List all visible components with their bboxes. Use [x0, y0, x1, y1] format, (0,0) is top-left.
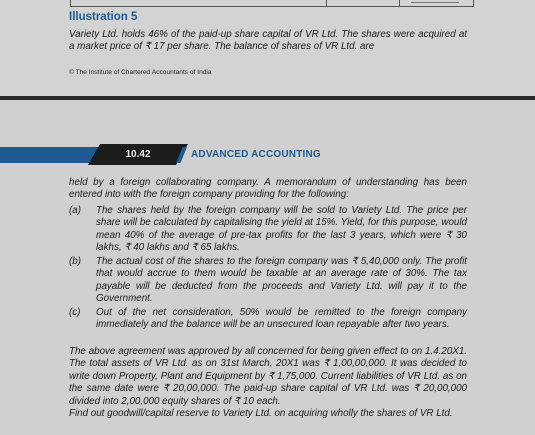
continuation-text: held by a foreign collaborating company. A memorandum of understanding has been entered into with the foreign company providing for the following: — [69, 177, 467, 201]
list-item-label: (c) — [69, 307, 81, 318]
list-item-text: The shares held by the foreign company will be sold to Variety Ltd. The price per share will be calculated by capitalising the yield at 15%. Yield, for this purpose, would mean 40% of the average of pre-tax profits for the last 3 years, which were ₹ 30 lakhs, ₹ 40 lakhs and ₹ 65 lakhs. — [96, 205, 467, 254]
list-item-label: (a) — [69, 205, 81, 216]
list-item-text: The actual cost of the shares to the foreign company was ₹ 5,40,000 only. The profit that would accrue to them would be taxable at an average rate of 30%. The tax payable will be deducted from the proceeds and Variety Ltd. will pay it to the Government. — [96, 256, 467, 305]
list-item-text: Out of the net consideration, 50% would be remitted to the foreign company immediately and the balance will be an unsecured loan repayable after two years. — [96, 307, 467, 331]
illustration-title: Illustration 5 — [69, 11, 138, 23]
table-column-divider — [326, 0, 327, 6]
table-column-divider — [399, 0, 400, 6]
question-paragraph: Find out goodwill/capital reserve to Variety Ltd. on acquiring wholly the shares of VR Ltd. — [69, 408, 453, 419]
header-accent-bar — [0, 147, 100, 163]
copyright-footer: © The Institute of Chartered Accountants of India — [69, 69, 212, 76]
table-fragment — [70, 0, 474, 7]
section-title: ADVANCED ACCOUNTING — [191, 149, 321, 160]
table-underline — [411, 2, 459, 3]
page-number: 10.42 — [125, 149, 151, 160]
list-item-label: (b) — [69, 256, 81, 267]
agreement-paragraph: The above agreement was approved by all concerned for being given effect to on 1.4.20X1. The total assets of VR Ltd. as on 31st March, 20X1 was ₹ 1,00,00,000. It was decided to write down Property, Plant and Equipment by ₹ 1,75,000. Current liabilities of VR Ltd. as on the same date were ₹ 20,00,000. The paid-up share capital of VR Ltd. was ₹ 20,00,000 divided into 2,00,000 equity shares of ₹ 10 each. — [69, 346, 467, 407]
illustration-intro-text: Variety Ltd. holds 46% of the paid-up share capital of VR Ltd. The shares were acquired at a market price of ₹ 17 per share. The balance of shares of VR Ltd. are — [69, 29, 467, 53]
